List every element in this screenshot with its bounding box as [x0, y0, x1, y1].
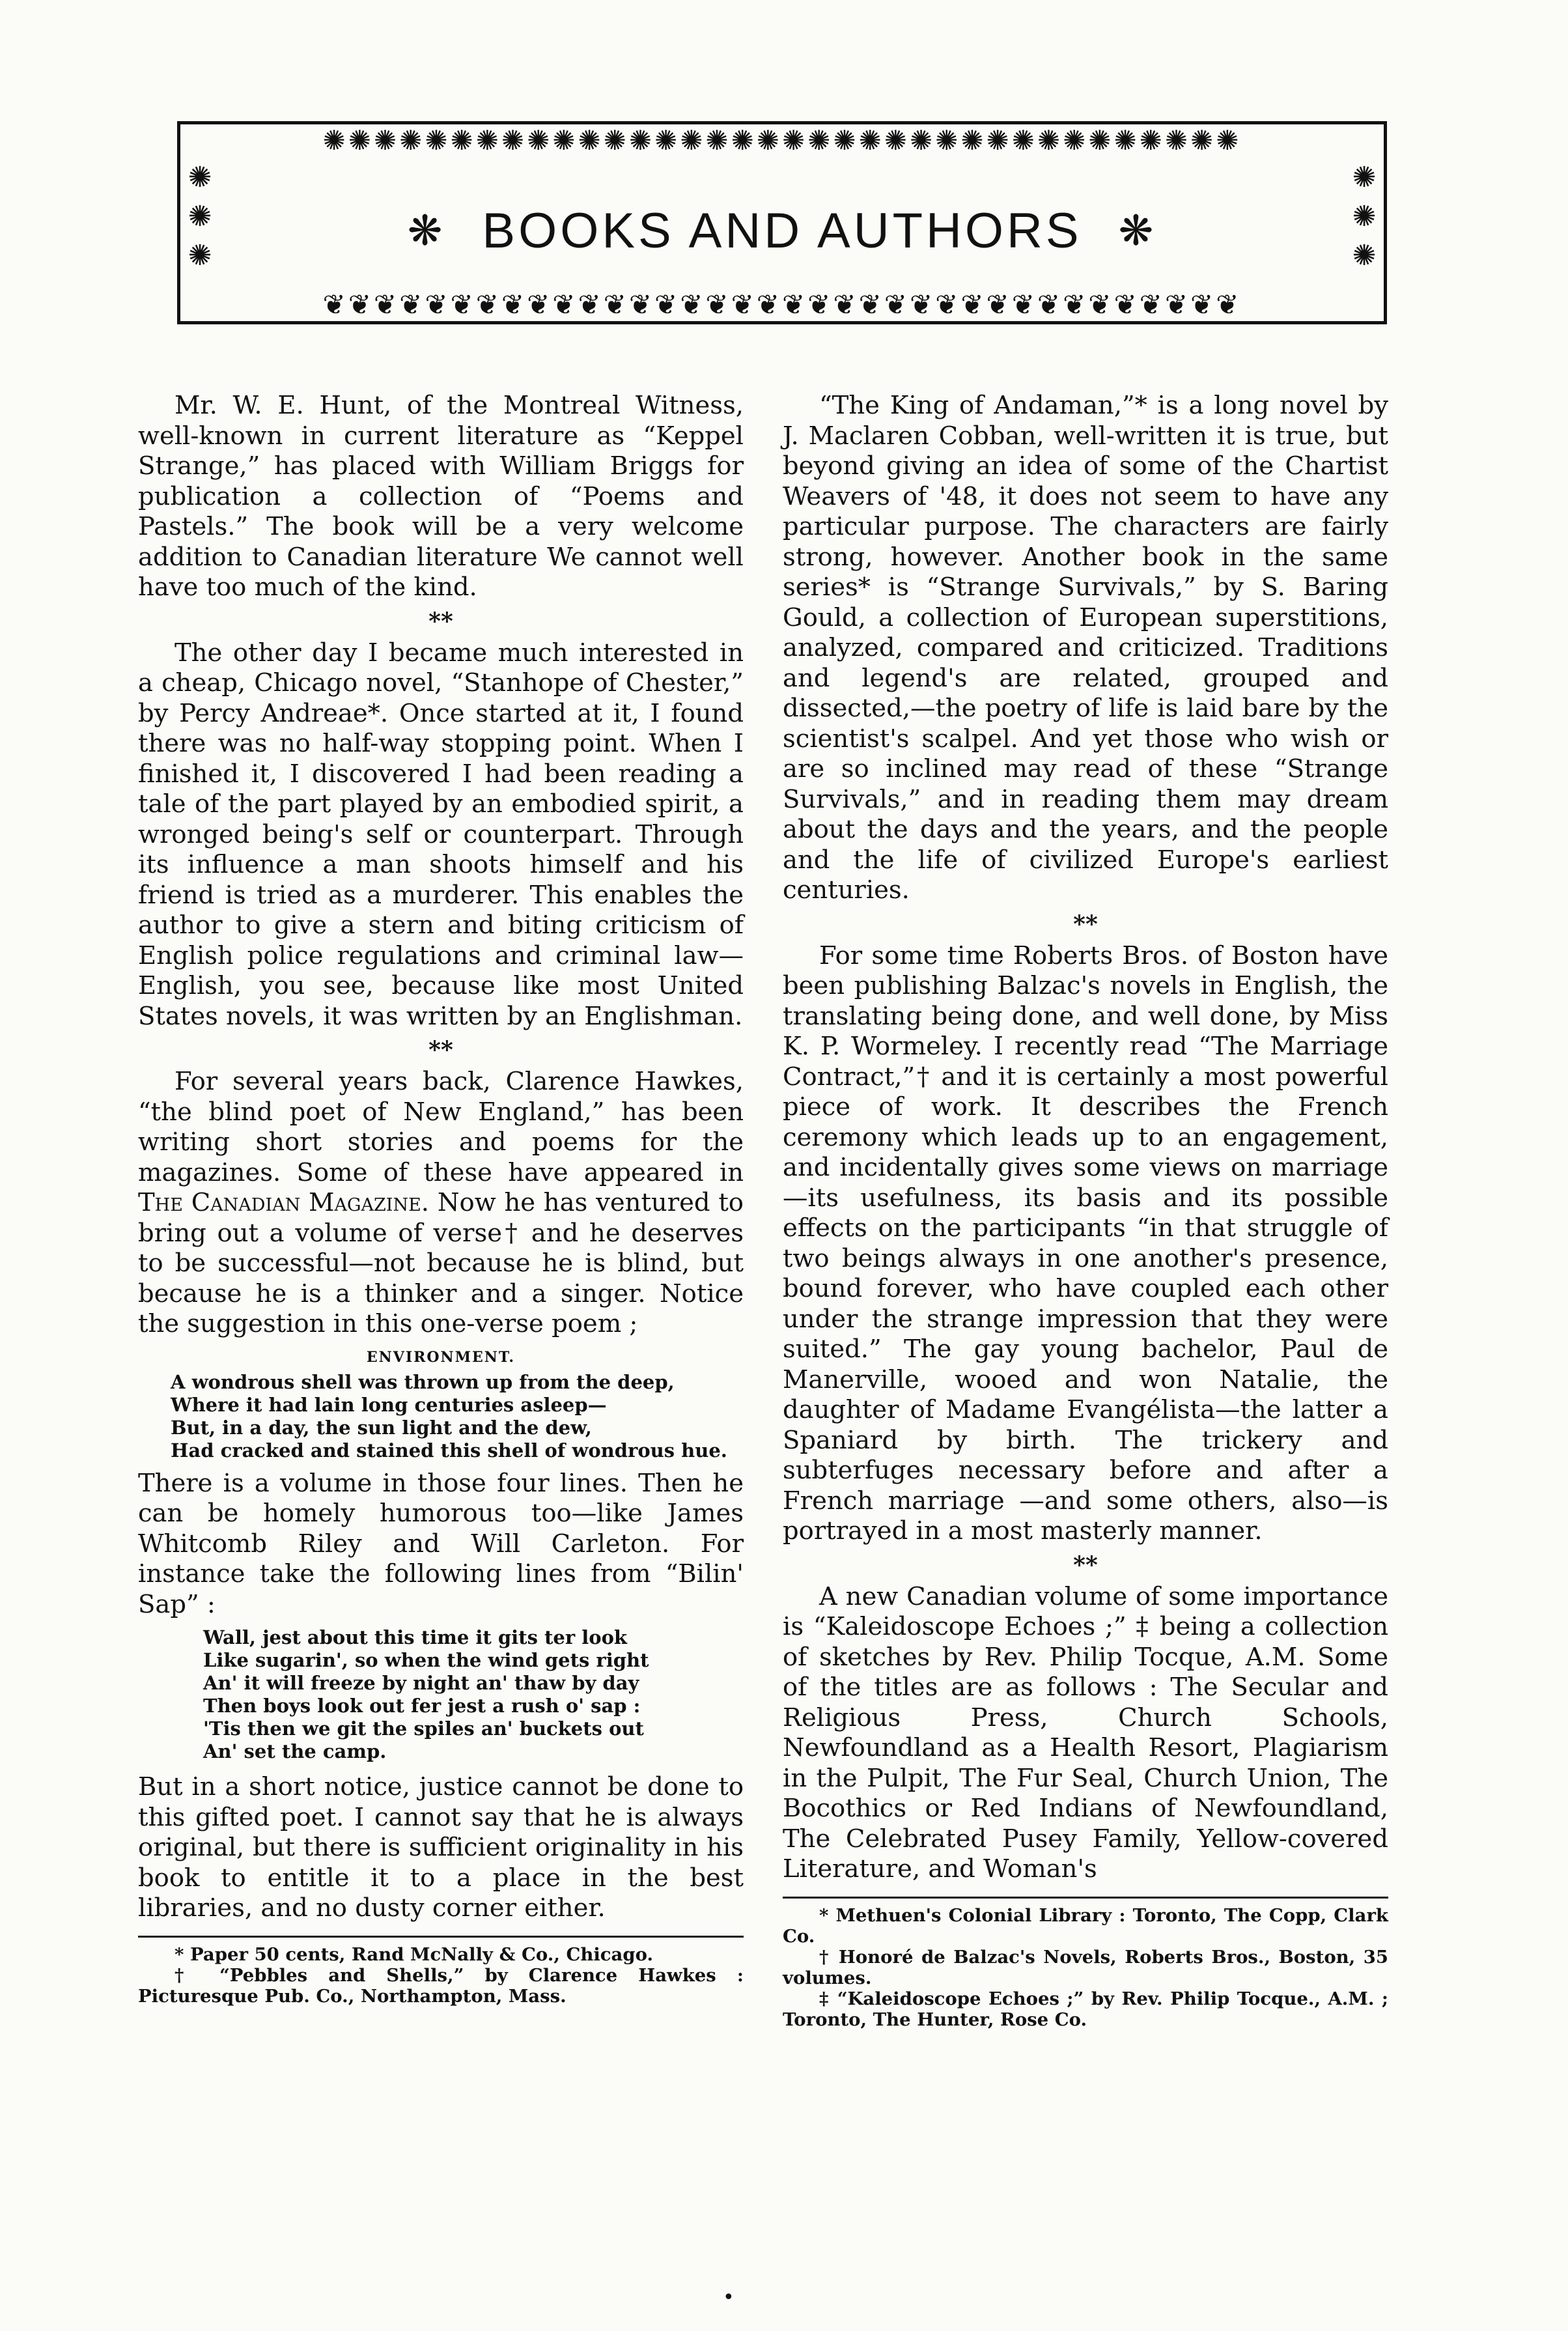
poem-line: Like sugarin', so when the wind gets right: [203, 1649, 649, 1671]
ornamental-border-bottom: ❦❦❦❦❦❦❦❦❦❦❦❦❦❦❦❦❦❦❦❦❦❦❦❦❦❦❦❦❦❦❦❦❦❦❦❦: [322, 291, 1242, 318]
flower-ornament-icon: ❋: [407, 207, 446, 254]
article-hawkes-cont: There is a volume in those four lines. Then he can be homely humorous too—like James Whitcomb Riley and Will Carleton. For instance take the following lines from “Bilin' Sap” :: [138, 1468, 744, 1619]
section-separator: **: [1073, 1551, 1098, 1579]
footnote: † “Pebbles and Shells,” by Clarence Hawkes : Picturesque Pub. Co., Northampton, Mass.: [138, 1964, 744, 2007]
footnote: † Honoré de Balzac's Novels, Roberts Bros., Boston, 35 volumes.: [783, 1946, 1388, 1988]
poem-bilin-sap: [203, 1626, 744, 1763]
poem-line: A wondrous shell was thrown up from the deep,: [171, 1370, 675, 1393]
header-frame: [177, 121, 1387, 324]
right-column: [783, 391, 1388, 2030]
poem-title: ENVIRONMENT.: [366, 1348, 516, 1366]
poem-line: An' it will freeze by night an' thaw by day: [203, 1672, 639, 1694]
magazine-name: The Canadian Magazine.: [138, 1188, 430, 1217]
section-separator: **: [1073, 910, 1098, 938]
poem-line: An' set the camp.: [203, 1740, 387, 1762]
section-separator: **: [428, 1036, 453, 1064]
hawkes-text-end: Now he has ventured to bring out a volume of verse† and he deserves to be successful—not because he is blind, but because he is a thinker and a singer. Notice the suggestion in this one-verse poem ;: [138, 1188, 744, 1338]
article-hunt: Mr. W. E. Hunt, of the Montreal Witness, well-known in current literature as “Keppel Strange,” has placed with William Briggs for publication a collection of “Poems and Pastels.” The book will be a very welcome addition to Canadian literature We cannot well have too much of the kind.: [138, 391, 744, 602]
article-balzac: For some time Roberts Bros. of Boston have been publishing Balzac's novels in English, the translating being done, and well done, by Miss K. P. Wormeley. I recently read “The Marriage Contract,”† and it is certainly a most powerful piece of work. It describes the French ceremony which leads up to an engagement, and incidentally gives some views on marriage—its usefulness, its basis and its possible effects on the participants “in that struggle of two beings always in one another's presence, bound forever, who have coupled each other under the strange impression that they were suited.” The gay young bachelor, Paul de Manerville, wooed and won Natalie, the daughter of Madame Evangélista—the latter a Spaniard by birth. The trickery and subterfuges necessary before and after a French marriage —and some others, also—is portrayed in a most masterly manner.: [783, 940, 1388, 1546]
footnote-rule: [783, 1897, 1388, 1899]
poem-environment: [171, 1371, 744, 1462]
poem-line: Then boys look out fer jest a rush o' sap :: [203, 1695, 641, 1717]
poem-line: Had cracked and stained this shell of wondrous hue.: [171, 1439, 727, 1462]
page-mark: •: [723, 2286, 735, 2309]
poem-line: Where it had lain long centuries asleep—: [171, 1393, 607, 1416]
ornamental-border-top: ✺✺✺✺✺✺✺✺✺✺✺✺✺✺✺✺✺✺✺✺✺✺✺✺✺✺✺✺✺✺✺✺✺✺✺✺: [322, 127, 1242, 154]
page-title-row: [180, 201, 1384, 261]
hawkes-text-start: For several years back, Clarence Hawkes, “the blind poet of New England,” has been writing short stories and poems for the magazines. Some of these have appeared in: [138, 1067, 744, 1187]
article-stanhope: The other day I became much interested in a cheap, Chicago novel, “Stanhope of Chester,” by Percy Andreae*. Once started at it, I found there was no half-way stopping point. When I finished it, I discovered I had been reading a tale of the part played by an embodied spirit, a wronged being's self or counterpart. Through its influence a man shoots himself and his friend is tried as a murderer. This enables the author to give a stern and biting criticism of English police regulations and criminal law—English, you see, because like most United States novels, it was written by an Englishman.: [138, 638, 744, 1031]
article-kaleidoscope: A new Canadian volume of some importance is “Kaleidoscope Echoes ;” ‡ being a collection of sketches by Rev. Philip Tocque, A.M. Some of the titles are as follows : The Secular and Religious Press, Church Schools, Newfoundland as a Health Resort, Plagiarism in the Pulpit, The Fur Seal, Church Union, The Bocothics or Red Indians of Newfoundland, The Celebrated Pusey Family, Yellow-covered Literature, and Woman's: [783, 1581, 1388, 1884]
article-hawkes: [138, 1067, 744, 1340]
footnote: ‡ “Kaleidoscope Echoes ;” by Rev. Philip Tocque., A.M. ; Toronto, The Hunter, Rose Co.: [783, 1988, 1388, 2030]
left-column: [138, 391, 744, 2007]
ornamental-border-right: ✺✺✺: [1352, 161, 1377, 272]
ornamental-border-left: ✺✺✺: [188, 161, 212, 272]
poem-line: Wall, jest about this time it gits ter look: [203, 1626, 628, 1648]
page-title: BOOKS AND AUTHORS: [482, 203, 1082, 259]
poem-line: But, in a day, the sun light and the dew,: [171, 1416, 592, 1439]
flower-ornament-icon: ❋: [1118, 207, 1157, 254]
footnote: * Methuen's Colonial Library : Toronto, The Copp, Clark Co.: [783, 1904, 1388, 1947]
poem-line: 'Tis then we git the spiles an' buckets out: [203, 1717, 644, 1740]
footnote: * Paper 50 cents, Rand McNally & Co., Chicago.: [175, 1943, 654, 1965]
section-separator: **: [428, 607, 453, 635]
article-andaman: “The King of Andaman,”* is a long novel by J. Maclaren Cobban, well-written it is true, but beyond giving an idea of some of the Chartist Weavers of '48, it does not seem to have any particular purpose. The characters are fairly strong, however. Another book in the same series* is “Strange Survivals,” by S. Baring Gould, a collection of European superstitions, analyzed, compared and criticized. Traditions and legend's are related, grouped and dissected,—the poetry of life is laid bare by the scientist's scalpel. And yet those who wish or are so inclined may read of these “Strange Survivals,” and in reading them may dream about the days and the years, and the people and the life of civilized Europe's earliest centuries.: [783, 391, 1388, 905]
footnote-rule: [138, 1936, 744, 1938]
article-hawkes-end: But in a short notice, justice cannot be done to this gifted poet. I cannot say that he is always original, but there is sufficient originality in his book to entitle it to a place in the best libraries, and no dusty corner either.: [138, 1772, 744, 1923]
